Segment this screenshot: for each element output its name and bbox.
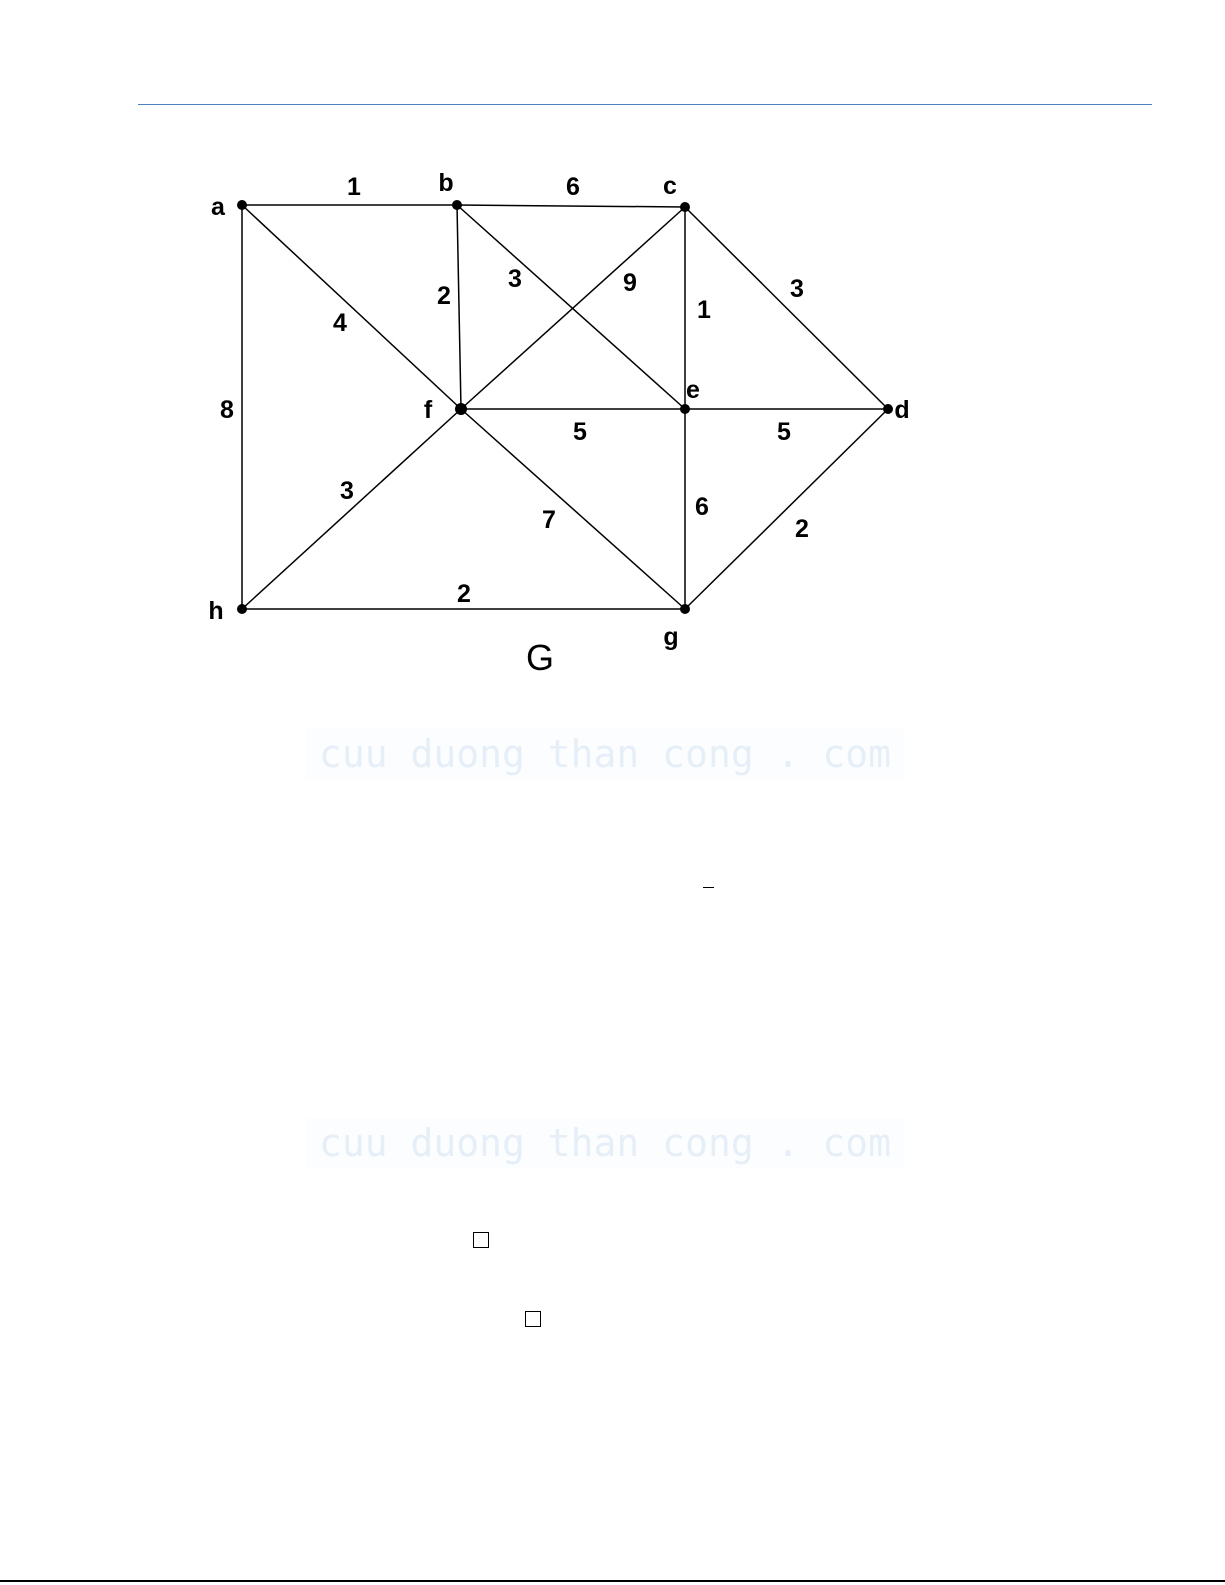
graph-name-label: G [525,637,555,678]
edge-a-f [242,205,461,409]
footer-rule [0,1580,1225,1582]
edge-weight-f-h: 3 [340,477,354,505]
node-f [455,403,467,415]
edge-b-f [457,205,461,409]
empty-box-glyph [473,1232,489,1248]
overline-mark [703,887,714,888]
nodes-layer [237,200,893,614]
edge-weight-f-g: 7 [542,506,556,534]
edge-weight-e-d: 5 [777,418,791,446]
node-label-d: d [894,396,910,424]
labels-layer [208,169,909,651]
node-label-a: a [211,193,225,221]
node-label-g: g [663,623,679,651]
edge-weight-h-g: 2 [457,580,471,608]
edge-weight-a-f: 4 [333,309,347,337]
edge-weight-a-h: 8 [220,396,234,424]
graph-diagram [0,0,1225,700]
edge-f-h [242,409,461,609]
edge-weight-a-b: 1 [347,173,361,201]
edge-weight-c-f: 9 [623,269,637,297]
node-a [237,200,247,210]
edge-weight-c-e: 1 [697,296,711,324]
edge-weight-b-c: 6 [566,173,580,201]
edge-weight-e-g: 6 [695,493,709,521]
edge-weight-b-e: 3 [508,265,522,293]
node-label-b: b [438,169,454,197]
node-h [237,604,247,614]
edge-weight-b-f: 2 [437,282,451,310]
node-c [680,202,690,212]
watermark-text: cuu duong than cong . com [306,729,904,779]
empty-box-glyph [525,1311,541,1327]
edges-layer [242,205,888,609]
graph-figure [0,0,1225,700]
node-e [680,404,690,414]
node-b [452,200,462,210]
edge-weight-f-e: 5 [573,418,587,446]
edge-b-c [457,205,685,207]
watermark-text: cuu duong than cong . com [306,1118,904,1168]
node-label-f: f [423,396,433,424]
edge-c-d [685,207,888,409]
node-g [680,604,690,614]
node-label-c: c [663,172,677,200]
node-label-e: e [686,376,700,404]
edge-b-e [457,205,685,409]
edge-weight-d-g: 2 [795,515,809,543]
edge-weight-c-d: 3 [790,275,804,303]
node-label-h: h [208,597,224,625]
node-d [883,404,893,414]
